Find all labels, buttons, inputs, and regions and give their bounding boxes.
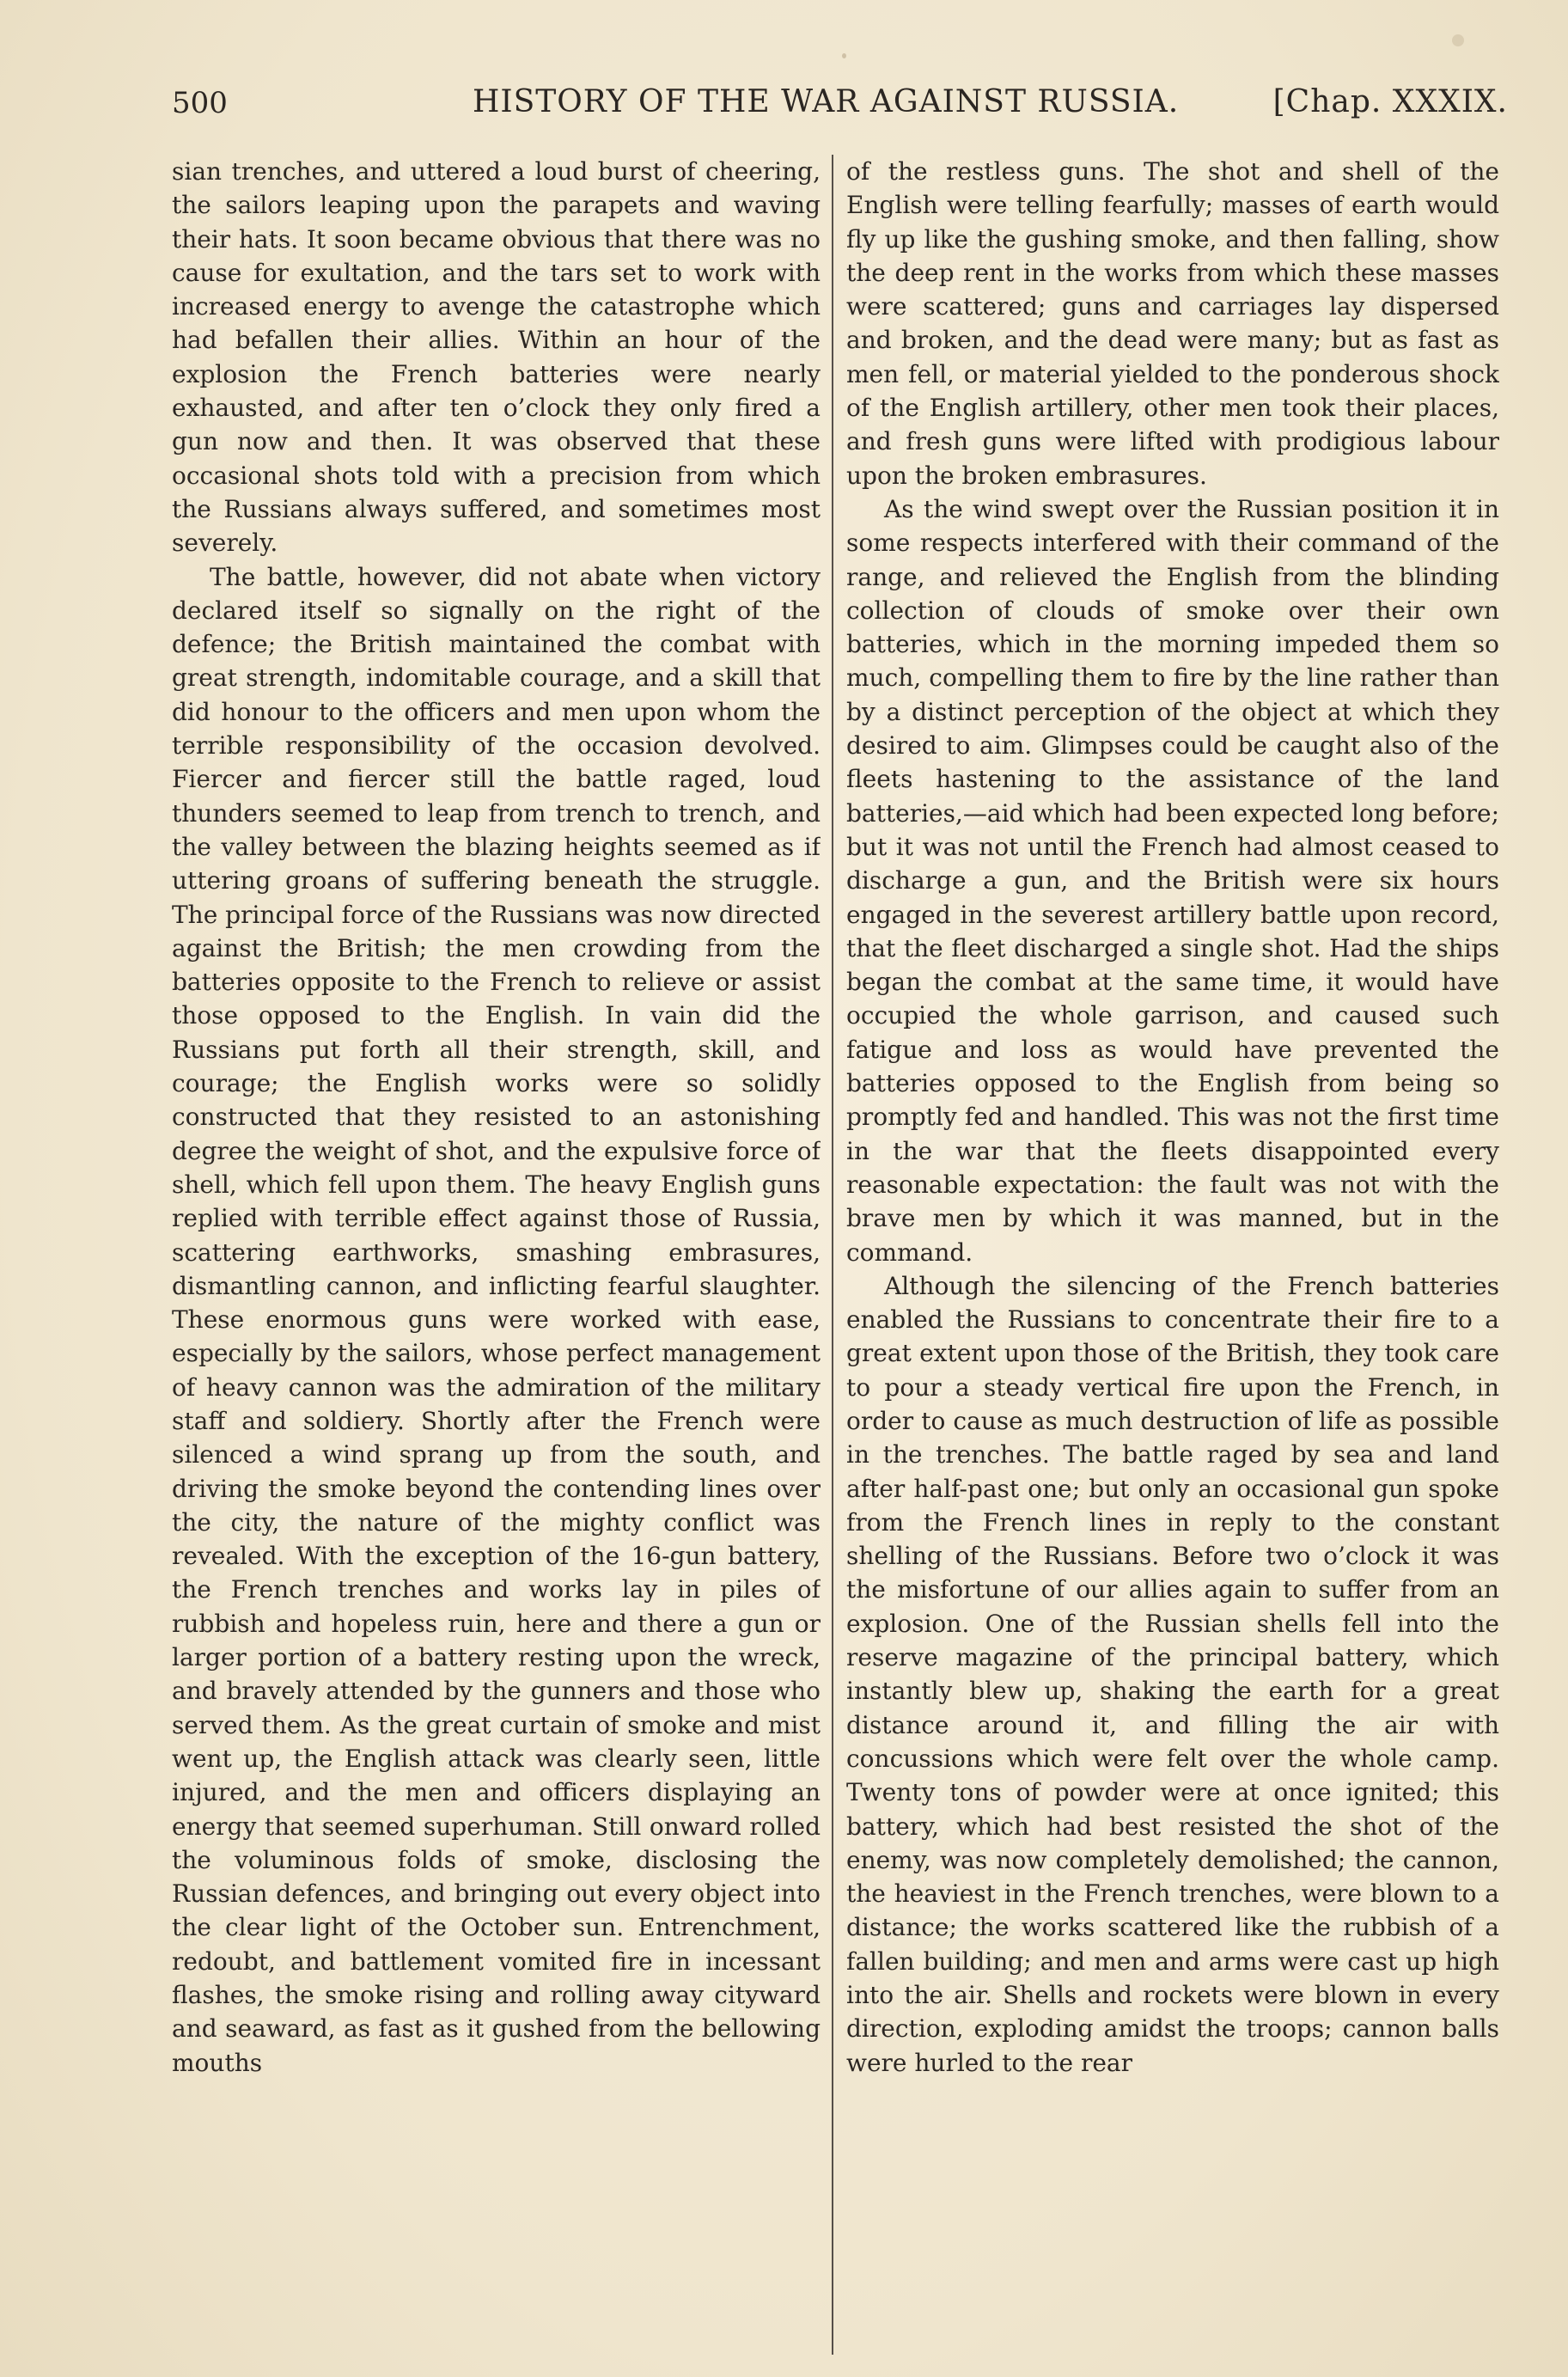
right-column [846,155,1499,2355]
paragraph: Although the silencing of the French batteries enabled the Russians to concentrate their fire to a great extent upon those of the British, they took care to pour a steady vertical fire upon the French, in order to cause as much destruction of life as possible in the trenches. The battle raged by sea and land after half-past one; but only an occasional gun spoke from the French lines in reply to the constant shelling of the Russians. Before two o’clock it was the misfortune of our allies again to suffer from an explosion. One of the Russian shells fell into the reserve magazine of the principal battery, which instantly blew up, shaking the earth for a great distance around it, and filling the air with concussions which were felt over the whole camp. Twenty tons of powder were at once ignited; this battery, which had best resisted the shot of the enemy, was now completely demolished; the cannon, the heaviest in the French trenches, were blown to a distance; the works scattered like the rubbish of a fallen building; and men and arms were cast up high into the air. Shells and rockets were blown in every direction, exploding amidst the troops; cannon balls were hurled to the rear [846,1271,1499,2077]
chapter-label: [Chap. XXXIX. [1272,84,1508,119]
page-header [172,86,1508,125]
column-divider [832,155,833,2355]
paragraph: sian trenches, and uttered a loud burst of cheering, the sailors leaping upon the parapets and waving their hats. It soon became obvious that there was no cause for exultation, and the tars set to work with increased energy to avenge the catastrophe which had befallen their allies. Within an hour of the explosion the French batteries were nearly exhausted, and after ten o’clock they only fired a gun now and then. It was observed that these occasional shots told with a precision from which the Russians always suffered, and sometimes most severely. [172,157,821,558]
running-title: HISTORY OF THE WAR AGAINST RUSSIA. [473,84,1180,119]
left-column [172,155,821,2355]
paragraph: of the restless guns. The shot and shell of the English were telling fearfully; masses of earth would fly up like the gushing smoke, and then falling, show the deep rent in the works from which these masses were scattered; guns and carriages lay dispersed and broken, and the dead were many; but as fast as men fell, or material yielded to the ponderous shock of the English artillery, other men took their places, and fresh guns were lifted with prodigious labour upon the broken embrasures. [846,157,1499,490]
paragraph: As the wind swept over the Russian position it in some respects interfered with their command of the range, and relieved the English from the blinding collection of clouds of smoke over their own batteries, which in the morning impeded them so much, compelling them to fire by the line rather than by a distinct perception of the object at which they desired to aim. Glimpses could be caught also of the fleets hastening to the assistance of the land batteries,—aid which had been expected long before; but it was not until the French had almost ceased to discharge a gun, and the British were six hours engaged in the severest artillery battle upon record, that the fleet discharged a single shot. Had the ships began the combat at the same time, it would have occupied the whole garrison, and caused such fatigue and loss as would have prevented the batteries opposed to the English from being so promptly fed and handled. This was not the first time in the war that the fleets disappointed every reasonable expectation: the fault was not with the brave men by which it was manned, but in the command. [846,494,1499,1267]
page-number: 500 [172,86,228,120]
paper-speck [842,53,846,58]
paper-speck [1452,34,1464,46]
paragraph: The battle, however, did not abate when victory declared itself so signally on the right of the defence; the British maintained the combat with great strength, indomitable courage, and a skill that did honour to the officers and men upon whom the terrible responsibility of the occasion devolved. Fiercer and fiercer still the battle raged, loud thunders seemed to leap from trench to trench, and the valley between the blazing heights seemed as if uttering groans of suffering beneath the struggle. The principal force of the Russians was now directed against the British; the men crowding from the batteries opposite to the French to relieve or assist those opposed to the English. In vain did the Russians put forth all their strength, skill, and courage; the English works were so solidly constructed that they resisted to an astonishing degree the weight of shot, and the expulsive force of shell, which fell upon them. The heavy English guns replied with terrible effect against those of Russia, scattering earthworks, smashing embrasures, dismantling cannon, and inflicting fearful slaughter. These enormous guns were worked with ease, especially by the sailors, whose perfect management of heavy cannon was the admiration of the military staff and soldiery. Shortly after the French were silenced a wind sprang up from the south, and driving the smoke beyond the contending lines over the city, the nature of the mighty conflict was revealed. With the exception of the 16-gun battery, the French trenches and works lay in piles of rubbish and hopeless ruin, here and there a gun or larger portion of a battery resting upon the wreck, and bravely attended by the gunners and those who served them. As the great curtain of smoke and mist went up, the English attack was clearly seen, little injured, and the men and officers displaying an energy that seemed superhuman. Still onward rolled the voluminous folds of smoke, disclosing the Russian defences, and bringing out every object into the clear light of the October sun. Entrenchment, redoubt, and battlement vomited fire in incessant flashes, the smoke rising and rolling away cityward and seaward, as fast as it gushed from the bellowing mouths [172,562,821,2077]
